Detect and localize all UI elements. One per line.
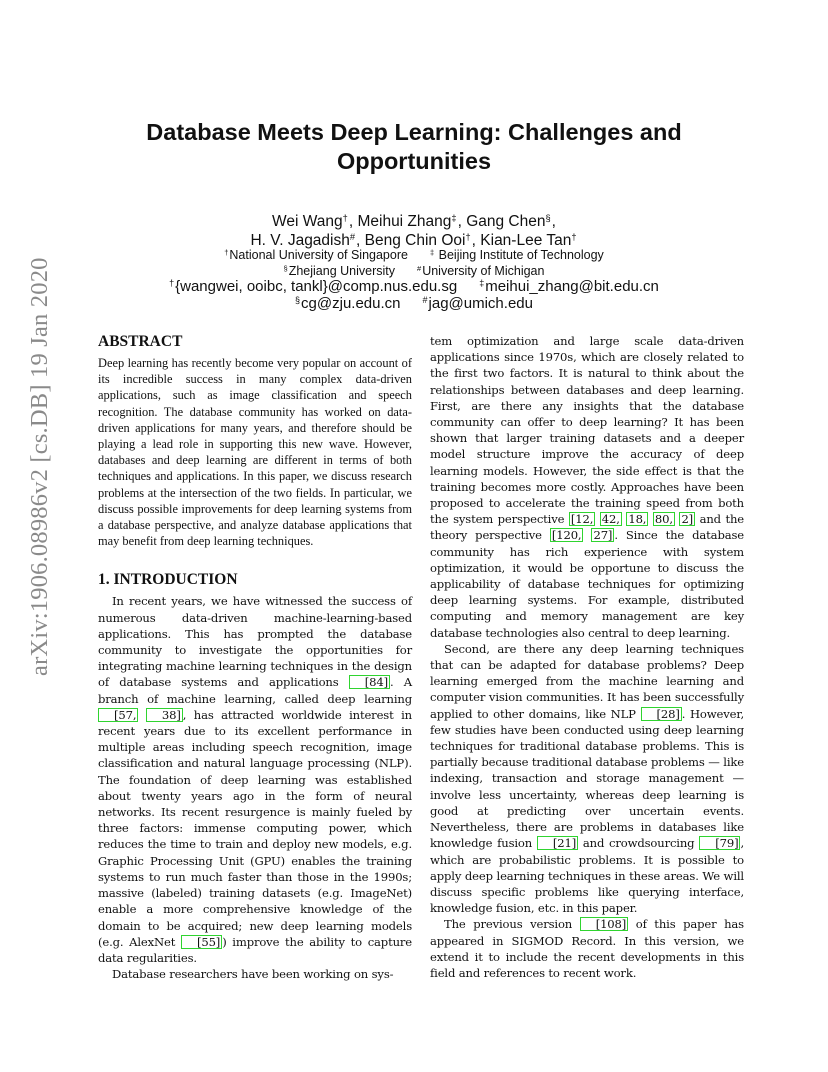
paragraph-text: Second, are there any deep learning techniques that can be adapted for database problems? Deep learning emerged from the machine learning and computer vision communities. It has been successfully applied to other domains, like NLP bbox=[430, 641, 744, 721]
paragraph-text: . However, few studies have been conducted using deep learning techniques for traditional database problems. This is partially because traditional database problems — like indexing, transaction and storage management — involve less uncertainty, whereas deep learning is good at predicting over uncertain events. Nevertheless, there are problems in databases like knowledge fusion bbox=[430, 706, 744, 851]
paragraph-text: . A branch of machine learning, called deep learning bbox=[98, 675, 412, 706]
intro-paragraph-4 bbox=[430, 916, 744, 981]
affiliation-line-1 bbox=[0, 247, 828, 264]
citation-link[interactable]: [12, bbox=[570, 512, 594, 527]
arxiv-identifier-stamp: arXiv:1906.08986v2 [cs.DB] 19 Jan 2020 bbox=[26, 257, 53, 676]
abstract-heading: ABSTRACT bbox=[98, 333, 183, 350]
right-column bbox=[430, 333, 744, 981]
author-separator: , bbox=[457, 213, 467, 230]
affiliation-mark: # bbox=[349, 231, 356, 242]
paragraph-text bbox=[583, 528, 591, 542]
paragraph-text: In recent years, we have witnessed the success of numerous data-driven machine-learning-based applications. This has prompted the database community to investigate the opportunities for integrating machine learning techniques in the design of database systems and applications bbox=[98, 594, 412, 690]
citation-link[interactable]: [84] bbox=[349, 675, 390, 689]
intro-paragraph-1 bbox=[98, 593, 412, 966]
title-line-2: Opportunities bbox=[336, 148, 492, 174]
author-name: H. V. Jagadish bbox=[250, 232, 350, 249]
citation-link[interactable]: 80, bbox=[654, 512, 673, 527]
paper-title bbox=[0, 118, 828, 176]
affiliation-mark: † bbox=[169, 278, 175, 289]
intro-paragraph-2-start bbox=[98, 966, 412, 982]
intro-paragraph-3 bbox=[430, 641, 744, 916]
affiliation-umich: University of Michigan bbox=[422, 264, 545, 278]
author-line-1 bbox=[0, 212, 828, 231]
citation-link[interactable]: 18, bbox=[628, 512, 647, 527]
author-name: Meihui Zhang bbox=[357, 213, 452, 230]
paragraph-text bbox=[138, 708, 146, 722]
affiliation-mark: § bbox=[295, 295, 301, 306]
author-name: Beng Chin Ooi bbox=[364, 232, 466, 249]
email-umich[interactable]: jag@umich.edu bbox=[428, 295, 533, 312]
citation-link[interactable]: [28] bbox=[641, 707, 682, 721]
affiliation-mark: ‡ bbox=[479, 278, 485, 289]
paragraph-text: ) improve the ability to capture data regularities. bbox=[98, 934, 413, 965]
email-line-1 bbox=[0, 278, 828, 295]
paragraph-text: tem optimization and large scale data-driven applications since 1970s, which are closely related to the first two factors. It is natural to think about the relationships between databases and deep learning. First, are there any insights that the database community can offer to deep learning? It has been shown that larger training datasets and a deeper model structure improve the accuracy of deep learning models. However, the side effect is that the training becomes more costly. Approaches have been proposed to accelerate the training speed from both the system perspective bbox=[430, 334, 744, 527]
email-line-2 bbox=[0, 295, 828, 312]
author-separator: , bbox=[356, 232, 365, 249]
affiliation-mark: † bbox=[571, 231, 577, 242]
author-separator: , bbox=[471, 232, 481, 249]
abstract-text: Deep learning has recently become very popular on account of its incredible success in many complex data-driven applications, such as image classification and speech recognition. The database community has worked on data-driven applications for many years, and therefore should be playing a lead role in supporting this new wave. However, databases and deep learning are different in terms of both techniques and applications. In this paper, we discuss research problems at the intersection of the two fields. In particular, we discuss possible improvements for deep learning systems from a database perspective, and analyze database applications that may benefit from deep learning techniques. bbox=[98, 356, 412, 549]
citation-link[interactable]: 2] bbox=[681, 512, 694, 527]
affiliation-mark: § bbox=[545, 212, 551, 223]
paragraph-text: . Since the database community has rich experience with system optimization, it would be opportune to discuss the applicability of database techniques for optimizing deep learning systems. For example, distributed computing and memory management are key database technologies also central to deep learning. bbox=[430, 528, 744, 640]
paragraph-text: , has attracted worldwide interest in recent years due to its excellent performance in multiple areas including speech recognition, image classification and natural language processing (NLP). The foundation of deep learning was established about twenty years ago in the form of neural networks. Its recent resurgence is mainly fueled by three factors: immense computing power, which reduces the time to train and deploy new models, e.g. Graphic Processing Unit (GPU) enables the training systems to run much faster than those in the 1990s; massive (labeled) training datasets (e.g. ImageNet) enable a more comprehensive knowledge of the domain to be acquired; new deep learning models (e.g. AlexNet bbox=[98, 707, 412, 949]
citation-link[interactable]: 27] bbox=[593, 528, 613, 543]
affiliation-mark: † bbox=[224, 247, 229, 257]
affiliation-mark: ‡ bbox=[451, 212, 457, 223]
author-name: Kian-Lee Tan bbox=[480, 232, 572, 249]
introduction-heading: 1. INTRODUCTION bbox=[98, 571, 238, 589]
affiliation-mark: # bbox=[422, 295, 428, 306]
citation-link[interactable]: 42, bbox=[601, 512, 620, 527]
affiliation-bit: Beijing Institute of Technology bbox=[438, 248, 604, 262]
author-name: Wei Wang bbox=[272, 213, 343, 230]
affiliation-nus: National University of Singapore bbox=[229, 248, 408, 262]
citation-link[interactable]: [120, bbox=[551, 528, 582, 543]
affiliation-mark: § bbox=[283, 263, 288, 273]
paragraph-text: Database researchers have been working on sys- bbox=[112, 967, 394, 982]
affiliation-mark: † bbox=[465, 231, 471, 242]
email-zju[interactable]: cg@zju.edu.cn bbox=[301, 295, 401, 312]
intro-paragraph-2-cont bbox=[430, 333, 744, 641]
citation-link[interactable]: [55] bbox=[181, 935, 222, 949]
author-separator: , bbox=[551, 213, 556, 230]
email-nus[interactable]: {wangwei, ooibc, tankl}@comp.nus.edu.sg bbox=[175, 278, 458, 295]
affiliation-mark: # bbox=[417, 263, 422, 273]
citation-link[interactable]: [108] bbox=[580, 917, 628, 931]
author-name: Gang Chen bbox=[466, 213, 546, 230]
paragraph-text: and the theory perspective bbox=[430, 512, 744, 543]
citation-link[interactable]: [79] bbox=[699, 836, 740, 850]
email-bit[interactable]: meihui_zhang@bit.edu.cn bbox=[485, 278, 659, 295]
left-column bbox=[98, 333, 412, 982]
paragraph-text: , which are probabilistic problems. It is possible to apply deep learning techniques in these areas. We will discuss specific problems like querying interface, knowledge fusion, etc. in this paper. bbox=[430, 836, 744, 916]
citation-link[interactable]: [21] bbox=[537, 836, 578, 850]
affiliation-mark: ‡ bbox=[429, 247, 435, 257]
citation-link[interactable]: 38] bbox=[146, 708, 183, 722]
paragraph-text: and crowdsourcing bbox=[578, 836, 700, 851]
affiliation-zju: Zhejiang University bbox=[288, 264, 396, 278]
author-list bbox=[0, 212, 828, 250]
citation-link[interactable]: [57, bbox=[98, 708, 138, 722]
paragraph-text: The previous version bbox=[444, 917, 580, 932]
title-line-1: Database Meets Deep Learning: Challenges and bbox=[146, 119, 682, 145]
author-separator: , bbox=[348, 213, 358, 230]
affiliation-mark: † bbox=[342, 212, 348, 223]
email-list bbox=[0, 278, 828, 312]
paragraph-text: of this paper has appeared in SIGMOD Record. In this version, we extend it to include the recent developments in this field and references to recent work. bbox=[430, 917, 744, 980]
